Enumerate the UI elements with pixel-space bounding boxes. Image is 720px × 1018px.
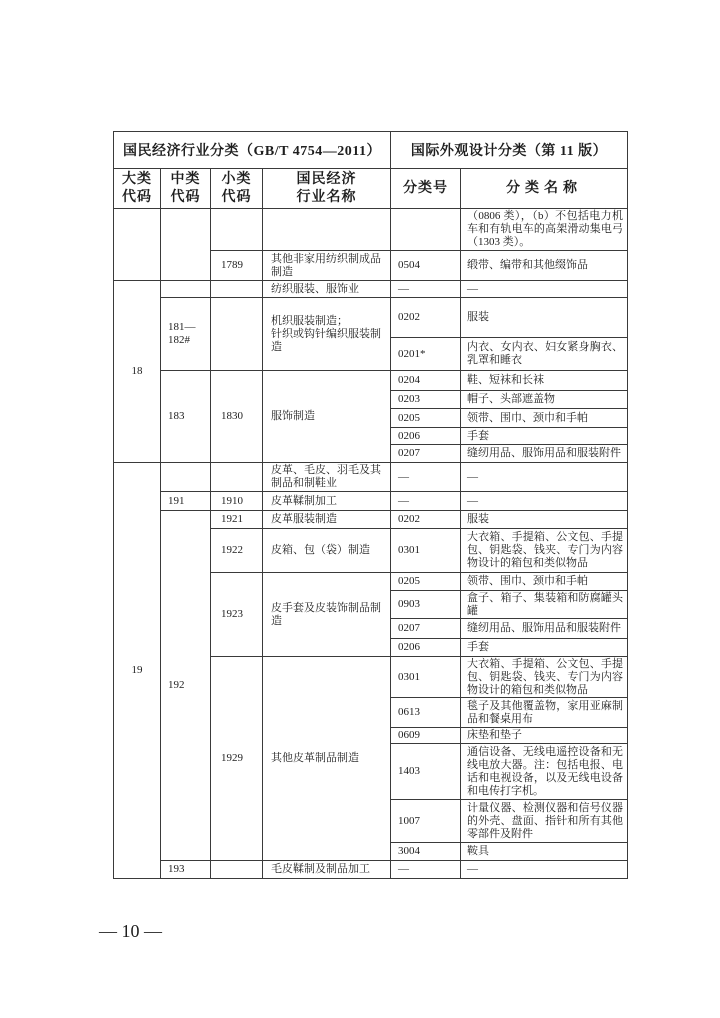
industry-name-cell: 服饰制造 (263, 371, 391, 463)
column-header-line: 行业名称 (296, 189, 357, 205)
class-name-cell: 计量仪器、检测仪器和信号仪器的外壳、盘面、指针和所有其他零部件及附件 (461, 800, 628, 843)
major-code-cell (114, 209, 161, 281)
minor-code-cell (211, 209, 263, 251)
industry-name-cell: 毛皮鞣制及制品加工 (263, 861, 391, 879)
minor-code-cell: 1922 (211, 529, 263, 573)
column-header-class-name (461, 169, 628, 209)
major-code-cell: 19 (114, 463, 161, 879)
table-row (114, 463, 628, 492)
class-name-cell: 缝纫用品、服饰用品和服装附件 (461, 445, 628, 463)
class-number-cell: 0609 (391, 728, 461, 744)
column-header-minor-code (211, 169, 263, 209)
class-number-cell: 0205 (391, 409, 461, 428)
class-name-cell: 帽子、头部遮盖物 (461, 391, 628, 409)
medium-code-cell (161, 281, 211, 298)
class-number-cell: 0903 (391, 591, 461, 619)
industry-name-cell: 皮革鞣制加工 (263, 492, 391, 511)
class-name-cell: — (461, 492, 628, 511)
minor-code-cell: 1830 (211, 371, 263, 463)
class-number-cell: — (391, 492, 461, 511)
industry-name-line: 机织服装制造； (271, 314, 348, 327)
minor-code-cell: 1789 (211, 251, 263, 281)
column-header-industry-name (263, 169, 391, 209)
medium-code-cell (161, 209, 211, 281)
class-name-cell: 缝纫用品、服饰用品和服装附件 (461, 619, 628, 639)
class-number-cell: 0613 (391, 698, 461, 728)
industry-name-cell: 其他皮革制品制造 (263, 657, 391, 861)
minor-code-cell: 1929 (211, 657, 263, 861)
industry-name-line: 针织或钩针编织服装制造 (271, 327, 381, 353)
industry-name-cell: 其他非家用纺织制成品制造 (263, 251, 391, 281)
class-number-cell (391, 209, 461, 251)
minor-code-cell (211, 281, 263, 298)
column-header-line: 分类名称 (506, 180, 582, 196)
class-name-cell: 鞍具 (461, 843, 628, 861)
class-number-cell: — (391, 463, 461, 492)
column-header-row (114, 169, 628, 209)
class-name-cell: 通信设备、无线电遥控设备和无线电放大器。注：包括电报、电话和电视设备，以及无线电设备和电传打字机。 (461, 744, 628, 800)
class-number-cell: 1007 (391, 800, 461, 843)
column-header-line: 代码 (122, 189, 152, 205)
column-header-line: 大类 (122, 171, 152, 187)
industry-name-cell (263, 298, 391, 371)
class-name-cell: 服装 (461, 298, 628, 338)
page-number: — 10 — (99, 921, 162, 941)
class-name-cell: 大衣箱、手提箱、公文包、手提包、钥匙袋、钱夹、专门为内容物设计的箱包和类似物品 (461, 657, 628, 698)
column-header-line: 国民经济 (296, 171, 357, 187)
class-name-cell: 领带、围巾、颈巾和手帕 (461, 573, 628, 591)
class-number-cell: 0206 (391, 428, 461, 445)
minor-code-cell: 1910 (211, 492, 263, 511)
national-industry-classification-title: 国民经济行业分类（GB/T 4754—2011） (114, 132, 391, 169)
classification-table (113, 131, 628, 879)
column-header-line: 分类号 (403, 180, 448, 196)
minor-code-cell: 1921 (211, 511, 263, 529)
table-header (114, 132, 628, 209)
class-number-cell: 0504 (391, 251, 461, 281)
class-number-cell: 0205 (391, 573, 461, 591)
table-row (114, 492, 628, 511)
class-name-cell: 鞋、短袜和长袜 (461, 371, 628, 391)
class-number-cell: 0207 (391, 619, 461, 639)
class-name-cell: 手套 (461, 428, 628, 445)
class-name-cell: 手套 (461, 639, 628, 657)
table-row (114, 281, 628, 298)
class-name-cell: — (461, 463, 628, 492)
medium-code-cell: 181—182# (161, 298, 211, 371)
medium-code-cell: 193 (161, 861, 211, 879)
class-number-cell: — (391, 861, 461, 879)
class-name-cell: 床垫和垫子 (461, 728, 628, 744)
class-name-cell: 大衣箱、手提箱、公文包、手提包、钥匙袋、钱夹、专门为内容物设计的箱包和类似物品 (461, 529, 628, 573)
class-name-cell: 领带、围巾、颈巾和手帕 (461, 409, 628, 428)
medium-code-cell (161, 463, 211, 492)
minor-code-cell (211, 861, 263, 879)
column-header-line: 代码 (221, 189, 252, 205)
class-name-cell: （0806 类），（b）不包括电力机车和有轨电车的高架滑动集电弓（1303 类）。 (461, 209, 628, 251)
class-name-cell: 服装 (461, 511, 628, 529)
class-number-cell: 1403 (391, 744, 461, 800)
table-body (114, 209, 628, 879)
column-header-class-number (391, 169, 461, 209)
column-header-medium-code (161, 169, 211, 209)
minor-code-cell (211, 298, 263, 371)
class-number-cell: 0201* (391, 338, 461, 371)
table-row (114, 298, 628, 338)
column-header-line: 小类 (221, 171, 252, 187)
column-header-line: 代码 (170, 189, 201, 205)
minor-code-cell: 1923 (211, 573, 263, 657)
class-name-cell: — (461, 281, 628, 298)
class-name-cell: — (461, 861, 628, 879)
class-number-cell: 0204 (391, 371, 461, 391)
column-header-line: 中类 (170, 171, 201, 187)
table-row (114, 511, 628, 529)
major-code-cell: 18 (114, 281, 161, 463)
table-title-row (114, 132, 628, 169)
class-name-cell: 内衣、女内衣、妇女紧身胸衣、乳罩和睡衣 (461, 338, 628, 371)
design-classification-title: 国际外观设计分类（第 11 版） (391, 132, 628, 169)
class-number-cell: 0202 (391, 511, 461, 529)
class-number-cell: 0203 (391, 391, 461, 409)
industry-name-cell: 纺织服装、服饰业 (263, 281, 391, 298)
industry-name-cell (263, 209, 391, 251)
class-number-cell: 3004 (391, 843, 461, 861)
table-row (114, 861, 628, 879)
medium-code-cell: 192 (161, 511, 211, 861)
column-header-major-code (114, 169, 161, 209)
class-name-cell: 缎带、编带和其他缀饰品 (461, 251, 628, 281)
class-number-cell: — (391, 281, 461, 298)
industry-name-cell: 皮手套及皮装饰制品制造 (263, 573, 391, 657)
industry-name-cell: 皮革服装制造 (263, 511, 391, 529)
minor-code-cell (211, 463, 263, 492)
class-name-cell: 毯子及其他覆盖物，家用亚麻制品和餐桌用布 (461, 698, 628, 728)
class-number-cell: 0206 (391, 639, 461, 657)
class-name-cell: 盒子、箱子、集装箱和防腐罐头罐 (461, 591, 628, 619)
industry-name-cell: 皮箱、包（袋）制造 (263, 529, 391, 573)
medium-code-cell: 183 (161, 371, 211, 463)
medium-code-cell: 191 (161, 492, 211, 511)
class-number-cell: 0301 (391, 529, 461, 573)
table-row (114, 209, 628, 251)
class-number-cell: 0202 (391, 298, 461, 338)
class-number-cell: 0301 (391, 657, 461, 698)
class-number-cell: 0207 (391, 445, 461, 463)
table-row (114, 371, 628, 391)
industry-name-cell: 皮革、毛皮、羽毛及其制品和制鞋业 (263, 463, 391, 492)
